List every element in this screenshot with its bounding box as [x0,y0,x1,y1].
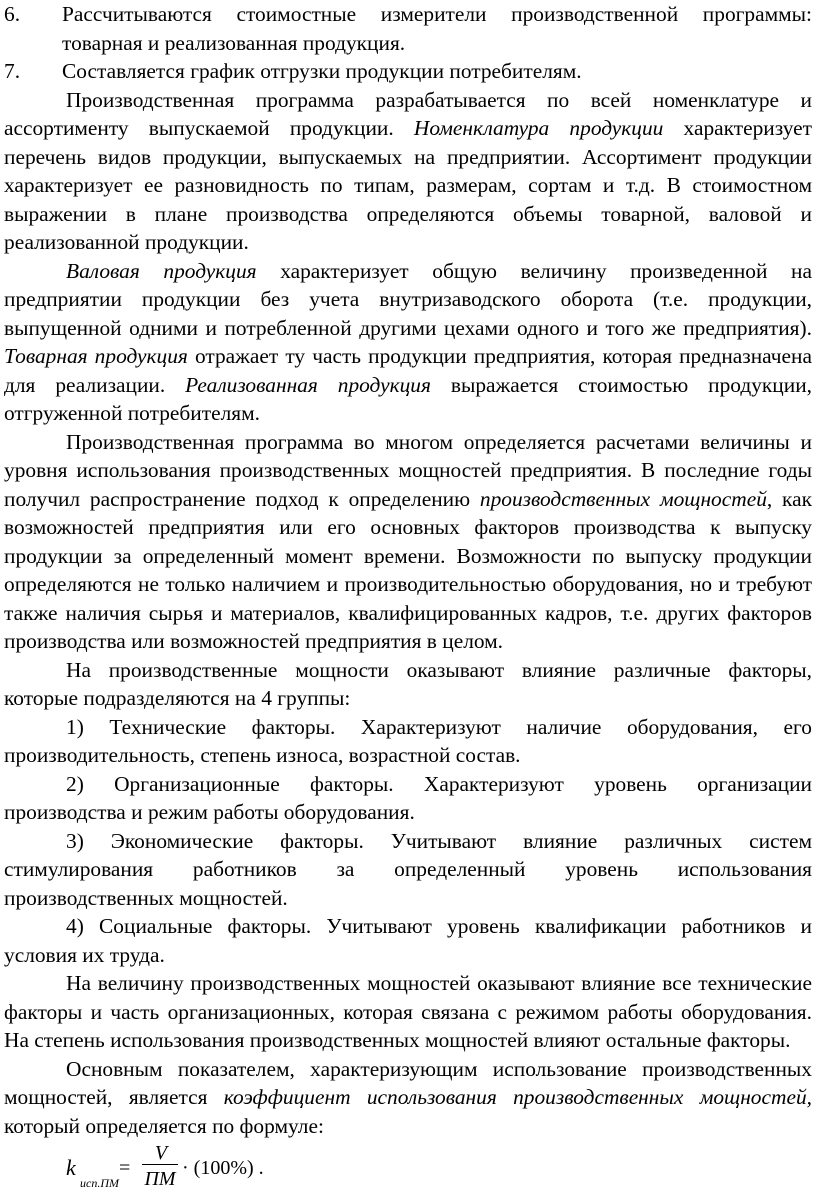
item-number: 7. [4,59,21,83]
text: характеризует перечень видов продукции, выпускаемых на предприятии. Ассортимент продукции характеризует ее разновидность по типам, размерам, сортам и т.д. В стоимостном выражении в плане производства определяются объемы товарной, валовой и реализованной продукции. [4,116,812,254]
emphasis: Товарная продукция [4,344,188,368]
paragraph-influence: На величину производственных мощностей оказывают влияние все технические факторы и часть организационных, которая связана с режимом работы оборудования. На степень использования производственных мощностей влияют остальные факторы. [4,971,812,1052]
factor-item: 4) Социальные факторы. Учитывают уровень квалификации работников и условия их труда. [4,914,812,967]
formula-subscript: исп.ПМ [80,1176,119,1190]
text: Производственная программа разрабатывается по всей номенклатуре и ассортименту выпускаемой продукции. [4,87,812,140]
text: который определяется по формуле: [4,1113,324,1138]
list-item [0,57,812,86]
formula-denominator: ПМ [144,1168,176,1190]
emphasis: Номенклатура продукции [413,116,664,140]
text: , как возможностей предприятия или его основных факторов производства к выпуску продукции за определенный момент времени. Возможности по выпуску продукции определяются не только наличием и производительностью оборудования, но и требуют также наличия сырья и материалов, квалифицированных кадров, т.е. других факторов производства или возможностей предприятия в целом. [4,486,812,653]
paragraph-gross-product [0,257,816,428]
item-text: Составляется график отгрузки продукции потребителям. [62,59,582,83]
text: Производственная программа во многом определяется расчетами величины и уровня использования производственных мощностей предприятия. В последние годы получил распространение подход к определению [4,429,812,511]
formula-rest: · (100%) . [182,1157,264,1179]
emphasis: Валовая продукция [66,258,257,283]
item-text: Рассчитываются стоимостные измерители производственной программы: товарная и реализованная продукция. [62,2,812,55]
text: отражает ту часть продукции предприятия, которая предназначена для реализации. [4,344,812,397]
formula-equals: = [119,1157,131,1179]
paragraph-factors-intro: На производственные мощности оказывают влияние различные факторы, которые подразделяются на 4 группы: [4,657,812,710]
factor-item: 3) Экономические факторы. Учитывают влияние различных систем стимулирования работников за определенный уровень использования производственных мощностей. [4,828,812,910]
emphasis: коэффициент использования производственных мощностей, [223,1085,812,1109]
paragraph-nomenclature [0,86,816,257]
text: характеризует общую величину произведенной на предприятии продукции без учета внутризаводского оборота (т.е. продукции, выпущенной одними и потребленной другими цехами одного и того же предприятия). [4,258,812,340]
emphasis: производственных мощностей [479,486,767,511]
item-number: 6. [4,2,21,26]
paragraph-coefficient [0,1055,816,1141]
list-item [0,0,812,57]
factor-item: 1) Технические факторы. Характеризуют наличие оборудования, его производительность, степень износа, возрастной состав. [4,714,812,767]
text: Основным показателем, характеризующим использование производственных мощностей, является [4,1056,812,1109]
formula-numerator: V [154,1142,168,1164]
factor-item: 2) Организационные факторы. Характеризуют уровень организации производства и режим работы оборудования. [4,771,812,824]
paragraph-capacity [0,428,816,656]
formula [0,1142,816,1190]
text: выражается стоимостью продукции, отгруженной потребителям. [4,372,812,425]
formula-k: k [66,1155,76,1180]
emphasis: Реализованная продукция [185,372,431,397]
